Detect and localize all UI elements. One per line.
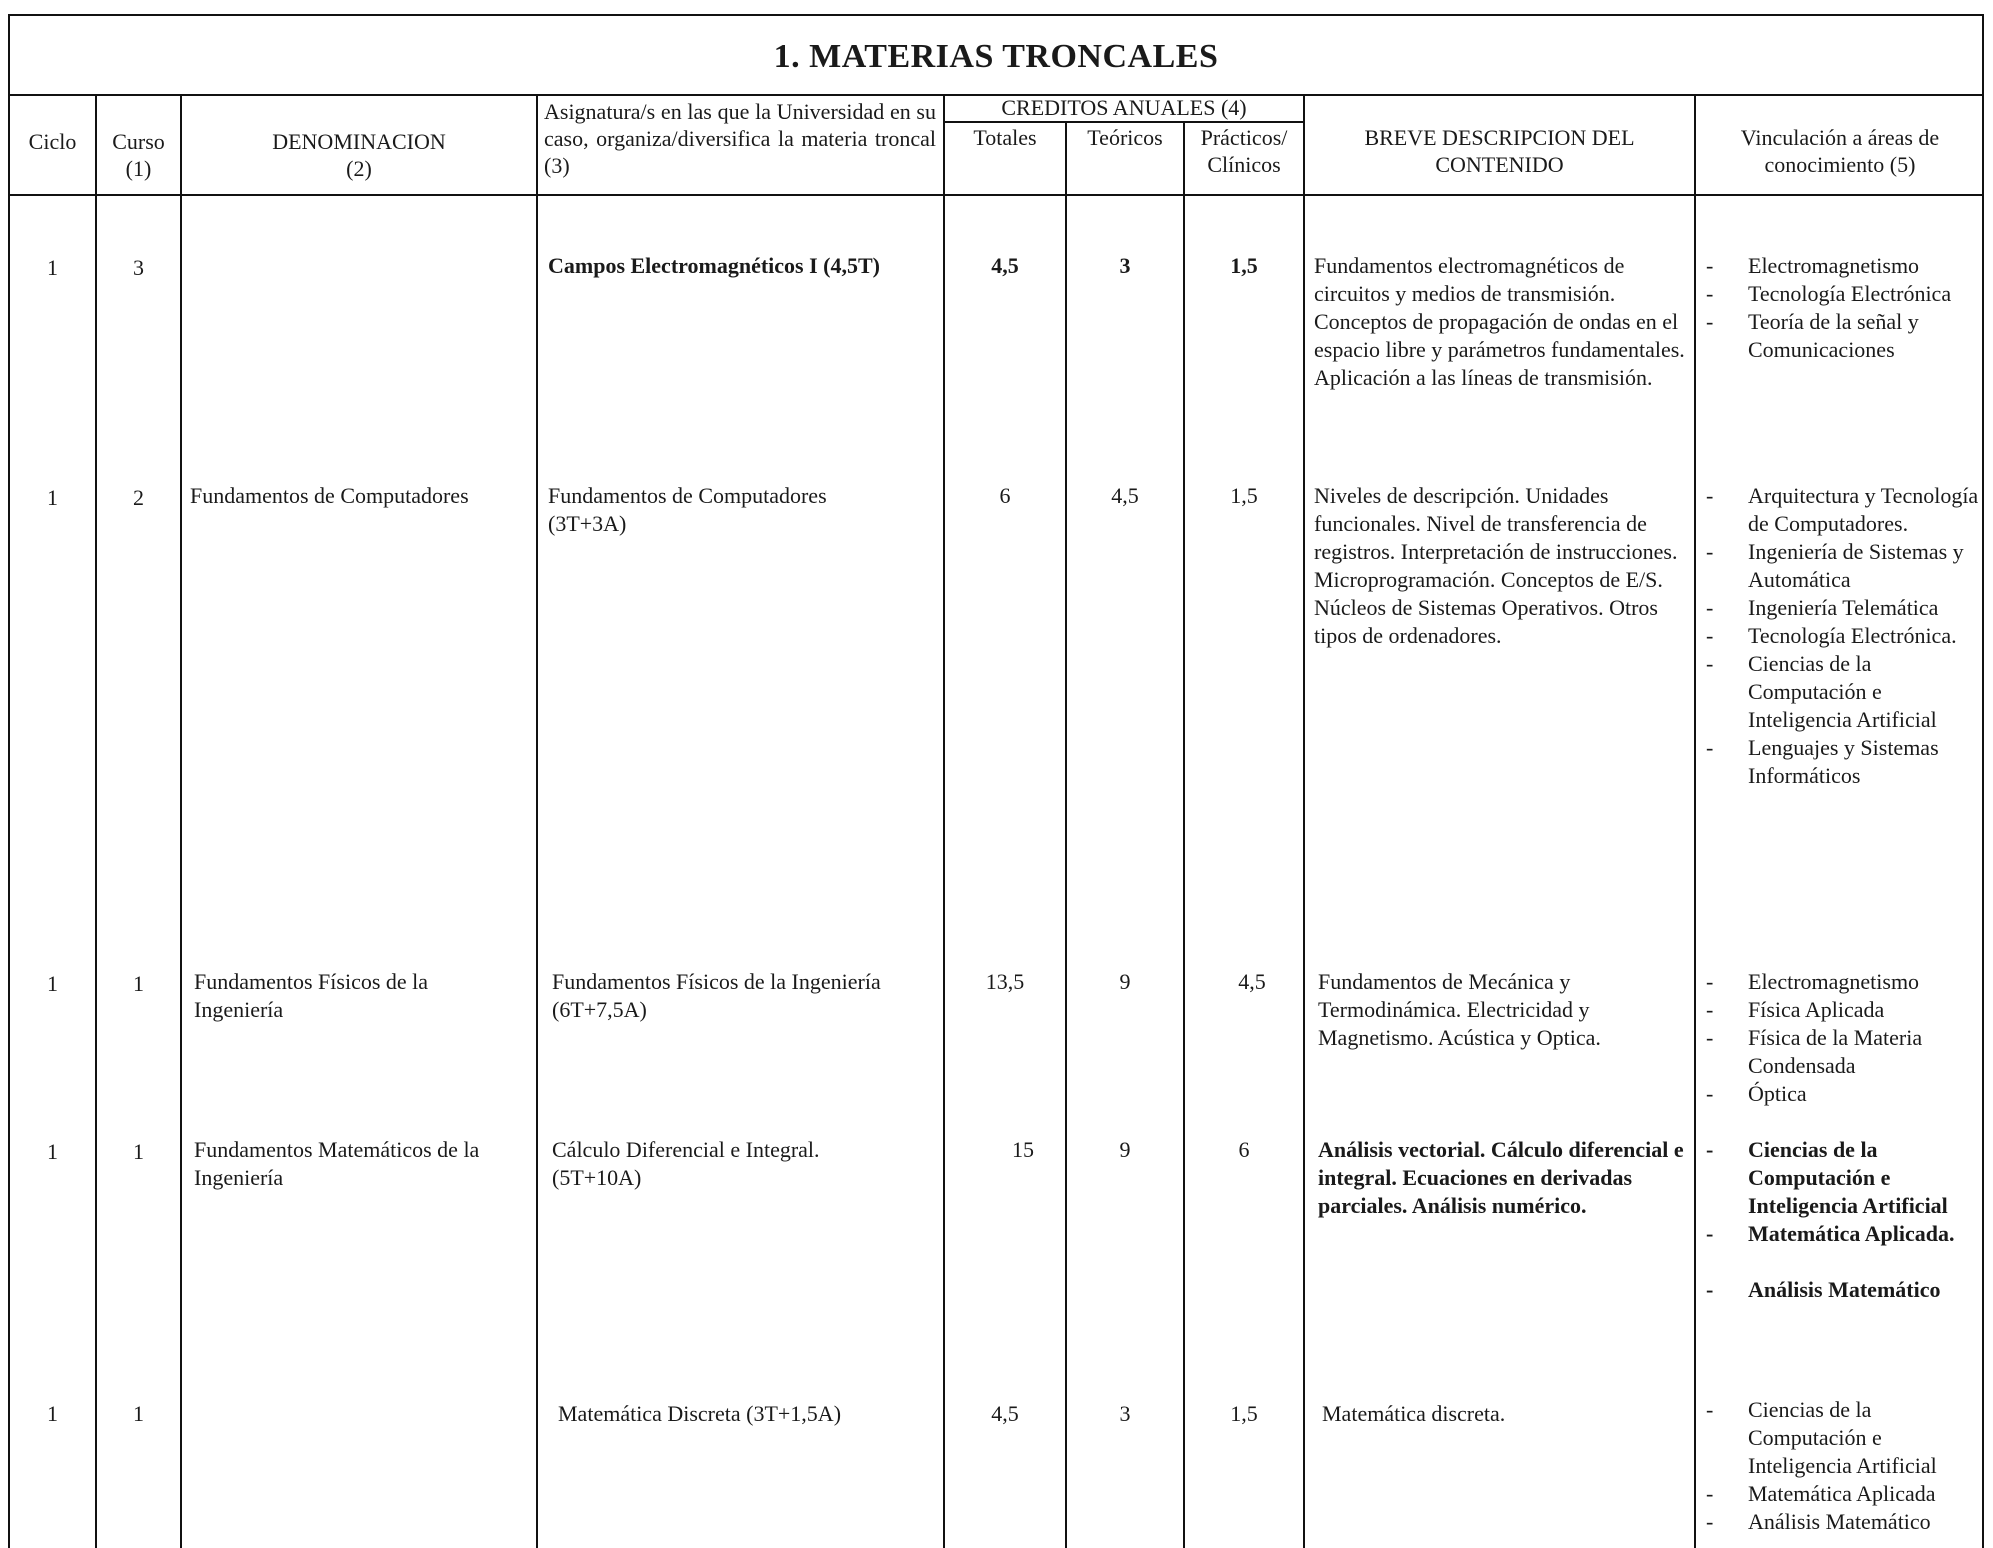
row2-asignatura: Fundamentos de Computadores (3T+3A) [548,483,827,536]
area-item: - Análisis Matemático [1700,1508,1982,1536]
row1-teoricos: 3 [1119,253,1131,278]
row4-ciclo: 1 [47,1139,58,1164]
column-divider [1694,96,1696,1548]
header-teoricos: Teóricos [1087,125,1163,150]
header-creditos: CREDITOS ANUALES (4) [1001,95,1247,120]
area-item: - Electromagnetismo [1700,968,1982,996]
row5-totales: 4,5 [991,1401,1019,1426]
row4-descripcion: Análisis vectorial. Cálculo diferencial e integral. Ecuaciones en derivadas parciales. Análisis numérico. [1318,1137,1684,1218]
header-bottom-rule [8,194,1984,196]
document-page [8,14,1984,1548]
header-curso: Curso (1) [112,129,165,181]
frame-left-border [8,14,10,1548]
header-descripcion: BREVE DESCRIPCION DEL CONTENIDO [1364,125,1635,177]
row4-areas-list [1700,1136,1982,1304]
area-item: - Tecnología Electrónica [1700,280,1982,308]
frame-right-border [1982,14,1984,1548]
row3-descripcion: Fundamentos de Mecánica y Termodinámica. Electricidad y Magnetismo. Acústica y Optica. [1318,969,1601,1050]
row1-practicos: 1,5 [1230,253,1258,278]
area-item: - Tecnología Electrónica. [1700,622,1982,650]
area-item: - Electromagnetismo [1700,252,1982,280]
area-item: - Física de la Materia Condensada [1700,1024,1982,1080]
header-denominacion: DENOMINACION (2) [272,129,446,181]
area-item: - Ingeniería de Sistemas y Automática [1700,538,1982,594]
row5-descripcion: Matemática discreta. [1322,1401,1506,1426]
row3-asignatura: Fundamentos Físicos de la Ingeniería (6T+7,5A) [552,969,881,1022]
row2-totales: 6 [999,483,1011,508]
row3-practicos: 4,5 [1238,969,1266,994]
column-divider [536,96,538,1548]
row4-curso: 1 [133,1139,144,1164]
area-item: - Ingeniería Telemática [1700,594,1982,622]
row2-denominacion: Fundamentos de Computadores [190,483,469,508]
area-item: - Física Aplicada [1700,996,1982,1024]
row5-teoricos: 3 [1119,1401,1131,1426]
row3-teoricos: 9 [1119,969,1131,994]
row4-denominacion: Fundamentos Matemáticos de la Ingeniería [194,1137,480,1190]
header-vinculacion: Vinculación a áreas de conocimiento (5) [1740,125,1940,177]
row5-areas-list [1700,1396,1982,1536]
area-item: - Ciencias de la Computación e Inteligencia Artificial [1700,1396,1982,1480]
row2-ciclo: 1 [47,485,58,510]
row3-totales: 13,5 [985,969,1025,994]
row5-practicos: 1,5 [1230,1401,1258,1426]
row2-teoricos: 4,5 [1111,483,1139,508]
row4-asignatura: Cálculo Diferencial e Integral. (5T+10A) [552,1137,820,1190]
row1-descripcion: Fundamentos electromagnéticos de circuitos y medios de transmisión. Conceptos de propagación de ondas en el espacio libre y parámetros fundamentales. Aplicación a las líneas de transmisión. [1314,253,1685,390]
row3-ciclo: 1 [47,971,58,996]
row3-denominacion: Fundamentos Físicos de la Ingeniería [194,969,429,1022]
frame-top-border [8,14,1984,16]
row5-asignatura: Matemática Discreta (3T+1,5A) [558,1401,842,1426]
row1-curso: 3 [133,255,144,280]
header-asignatura: Asignatura/s en las que la Universidad en su caso, organiza/diversifica la materia troncal (3) [544,99,936,178]
column-divider [1183,121,1185,1548]
area-item: - Teoría de la señal y Comunicaciones [1700,308,1982,364]
area-item: - Óptica [1700,1080,1982,1108]
column-divider [1303,96,1305,1548]
row4-totales: 15 [1012,1137,1034,1162]
row2-practicos: 1,5 [1230,483,1258,508]
row2-areas-list [1700,482,1982,790]
area-item: - Matemática Aplicada. [1700,1220,1982,1248]
header-practicos: Prácticos/ Clínicos [1200,125,1288,177]
header-totales: Totales [973,125,1037,150]
column-divider [95,96,97,1548]
row1-ciclo: 1 [47,255,58,280]
area-item: - Matemática Aplicada [1700,1480,1982,1508]
area-item: - Ciencias de la Computación e Inteligencia Artificial [1700,1136,1982,1220]
row2-curso: 2 [133,485,144,510]
area-item: - Análisis Matemático [1700,1276,1982,1304]
header-ciclo: Ciclo [28,129,77,154]
row4-teoricos: 9 [1119,1137,1131,1162]
row3-areas-list [1700,968,1982,1108]
page-title: 1. MATERIAS TRONCALES [773,38,1219,75]
area-item: - Lenguajes y Sistemas Informáticos [1700,734,1982,790]
row1-totales: 4,5 [991,253,1019,278]
column-divider [943,96,945,1548]
row5-curso: 1 [133,1401,144,1426]
row1-areas-list [1700,252,1982,364]
row3-curso: 1 [133,971,144,996]
row1-asignatura: Campos Electromagnéticos I (4,5T) [548,253,880,278]
row5-ciclo: 1 [47,1401,58,1426]
row4-practicos: 6 [1238,1137,1250,1162]
creditos-rule [943,121,1303,123]
area-item: - Arquitectura y Tecnología de Computadores. [1700,482,1982,538]
row2-descripcion: Niveles de descripción. Unidades funcionales. Nivel de transferencia de registros. Interpretación de instrucciones. Microprogramación. Conceptos de E/S. Núcleos de Sistemas Operativos. Otros tipos de ordenadores. [1314,483,1678,648]
column-divider [180,96,182,1548]
column-divider [1065,121,1067,1548]
area-item: - Ciencias de la Computación e Inteligencia Artificial [1700,650,1982,734]
